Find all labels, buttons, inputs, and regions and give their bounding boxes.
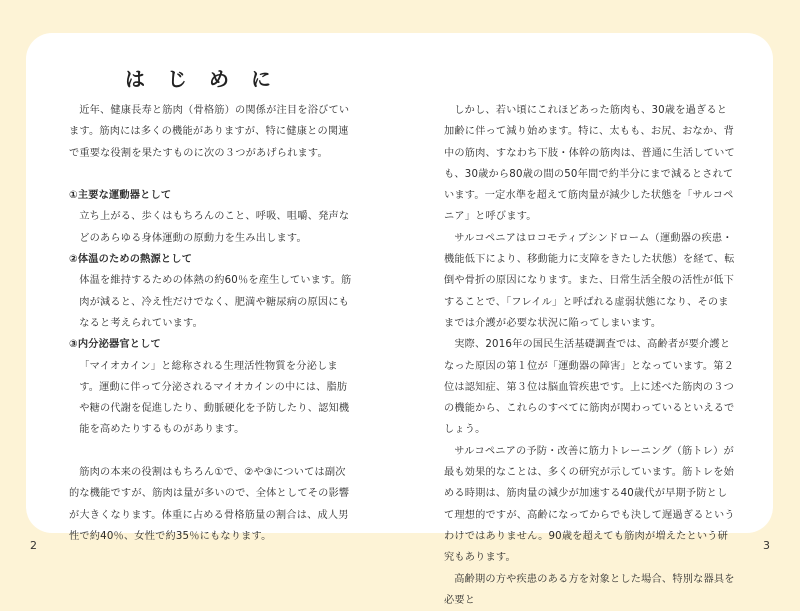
- right-paragraph-4: サルコペニアの予防・改善に筋力トレーニング（筋トレ）が最も効果的なことは、多くの研究が示しています。筋トレを始める時期は、筋肉量の減少が加速する40歳代が早期予防として理想的ですが、高齢になってからでも決して遅過ぎるというわけではありません。90歳を超えても筋肉が増えたという研究もあります。: [444, 445, 735, 564]
- right-paragraph-1: しかし、若い頃にこれほどあった筋肉も、30歳を過ぎると加齢に伴って減り始めます。特に、太もも、お尻、おなか、背中の筋肉、すなわち下肢・体幹の筋肉は、普通に生活していても、30歳から80歳の間の50年間で約半分にまで減るとされています。一定水準を超えて筋肉量が減少した状態を「サルコペニア」と呼びます。: [444, 105, 735, 223]
- item1-heading: ①主要な運動器として: [69, 190, 172, 202]
- item3-heading: ③内分泌器官として: [69, 339, 161, 351]
- intro-paragraph: 近年、健康長寿と筋肉（骨格筋）の関係が注目を浴びています。筋肉には多くの機能がありますが、特に健康との関連で重要な役割を果たすものに次の３つがあげられます。: [69, 105, 350, 159]
- item3-body: 「マイオカイン」と総称される生理活性物質を分泌します。運動に伴って分泌されるマイオカインの中には、脂肪や糖の代謝を促進したり、動脈硬化を予防したり、認知機能を高めたりするものがあります。: [79, 360, 350, 436]
- closing-paragraph: 筋肉の本来の役割はもちろん①で、②や③については副次的な機能ですが、筋肉は量が多いので、全体としてその影響が大きくなります。体重に占める骨格筋量の割合は、成人男性で約40％、女性で約35％にもなります。: [69, 467, 350, 542]
- right-column: [444, 100, 736, 611]
- page-number-right: 3: [763, 539, 770, 552]
- page-title: はじめに: [125, 67, 293, 91]
- right-paragraph-5: 高齢期の方や疾患のある方を対象とした場合、特別な器具を必要と: [444, 573, 735, 606]
- page-number-left: 2: [30, 539, 37, 552]
- item1-body: 立ち上がる、歩くはもちろんのこと、呼吸、咀嚼、発声などのあらゆる身体運動の原動力を生み出します。: [79, 211, 350, 244]
- right-paragraph-3: 実際、2016年の国民生活基礎調査では、高齢者が要介護となった原因の第１位が「運動器の障害」となっています。第２位は認知症、第３位は脳血管疾患です。上に述べた筋肉の３つの機能から、これらのすべてに筋肉が関わっているといえるでしょう。: [444, 339, 735, 436]
- item2-body: 体温を維持するための体熱の約60％を産生しています。筋肉が減ると、冷え性だけでなく、肥満や糖尿病の原因にもなると考えられています。: [79, 275, 352, 329]
- item2-heading: ②体温のための熱源として: [69, 254, 193, 266]
- left-column: [69, 100, 354, 547]
- right-paragraph-2: サルコペニアはロコモティブシンドローム（運動器の疾患・機能低下により、移動能力に支障をきたした状態）を経て、転倒や骨折の原因になります。また、日常生活全般の活性が低下することで、「フレイル」と呼ばれる虚弱状態になり、そのままでは介護が必要な状況に陥ってしまいます。: [444, 232, 735, 329]
